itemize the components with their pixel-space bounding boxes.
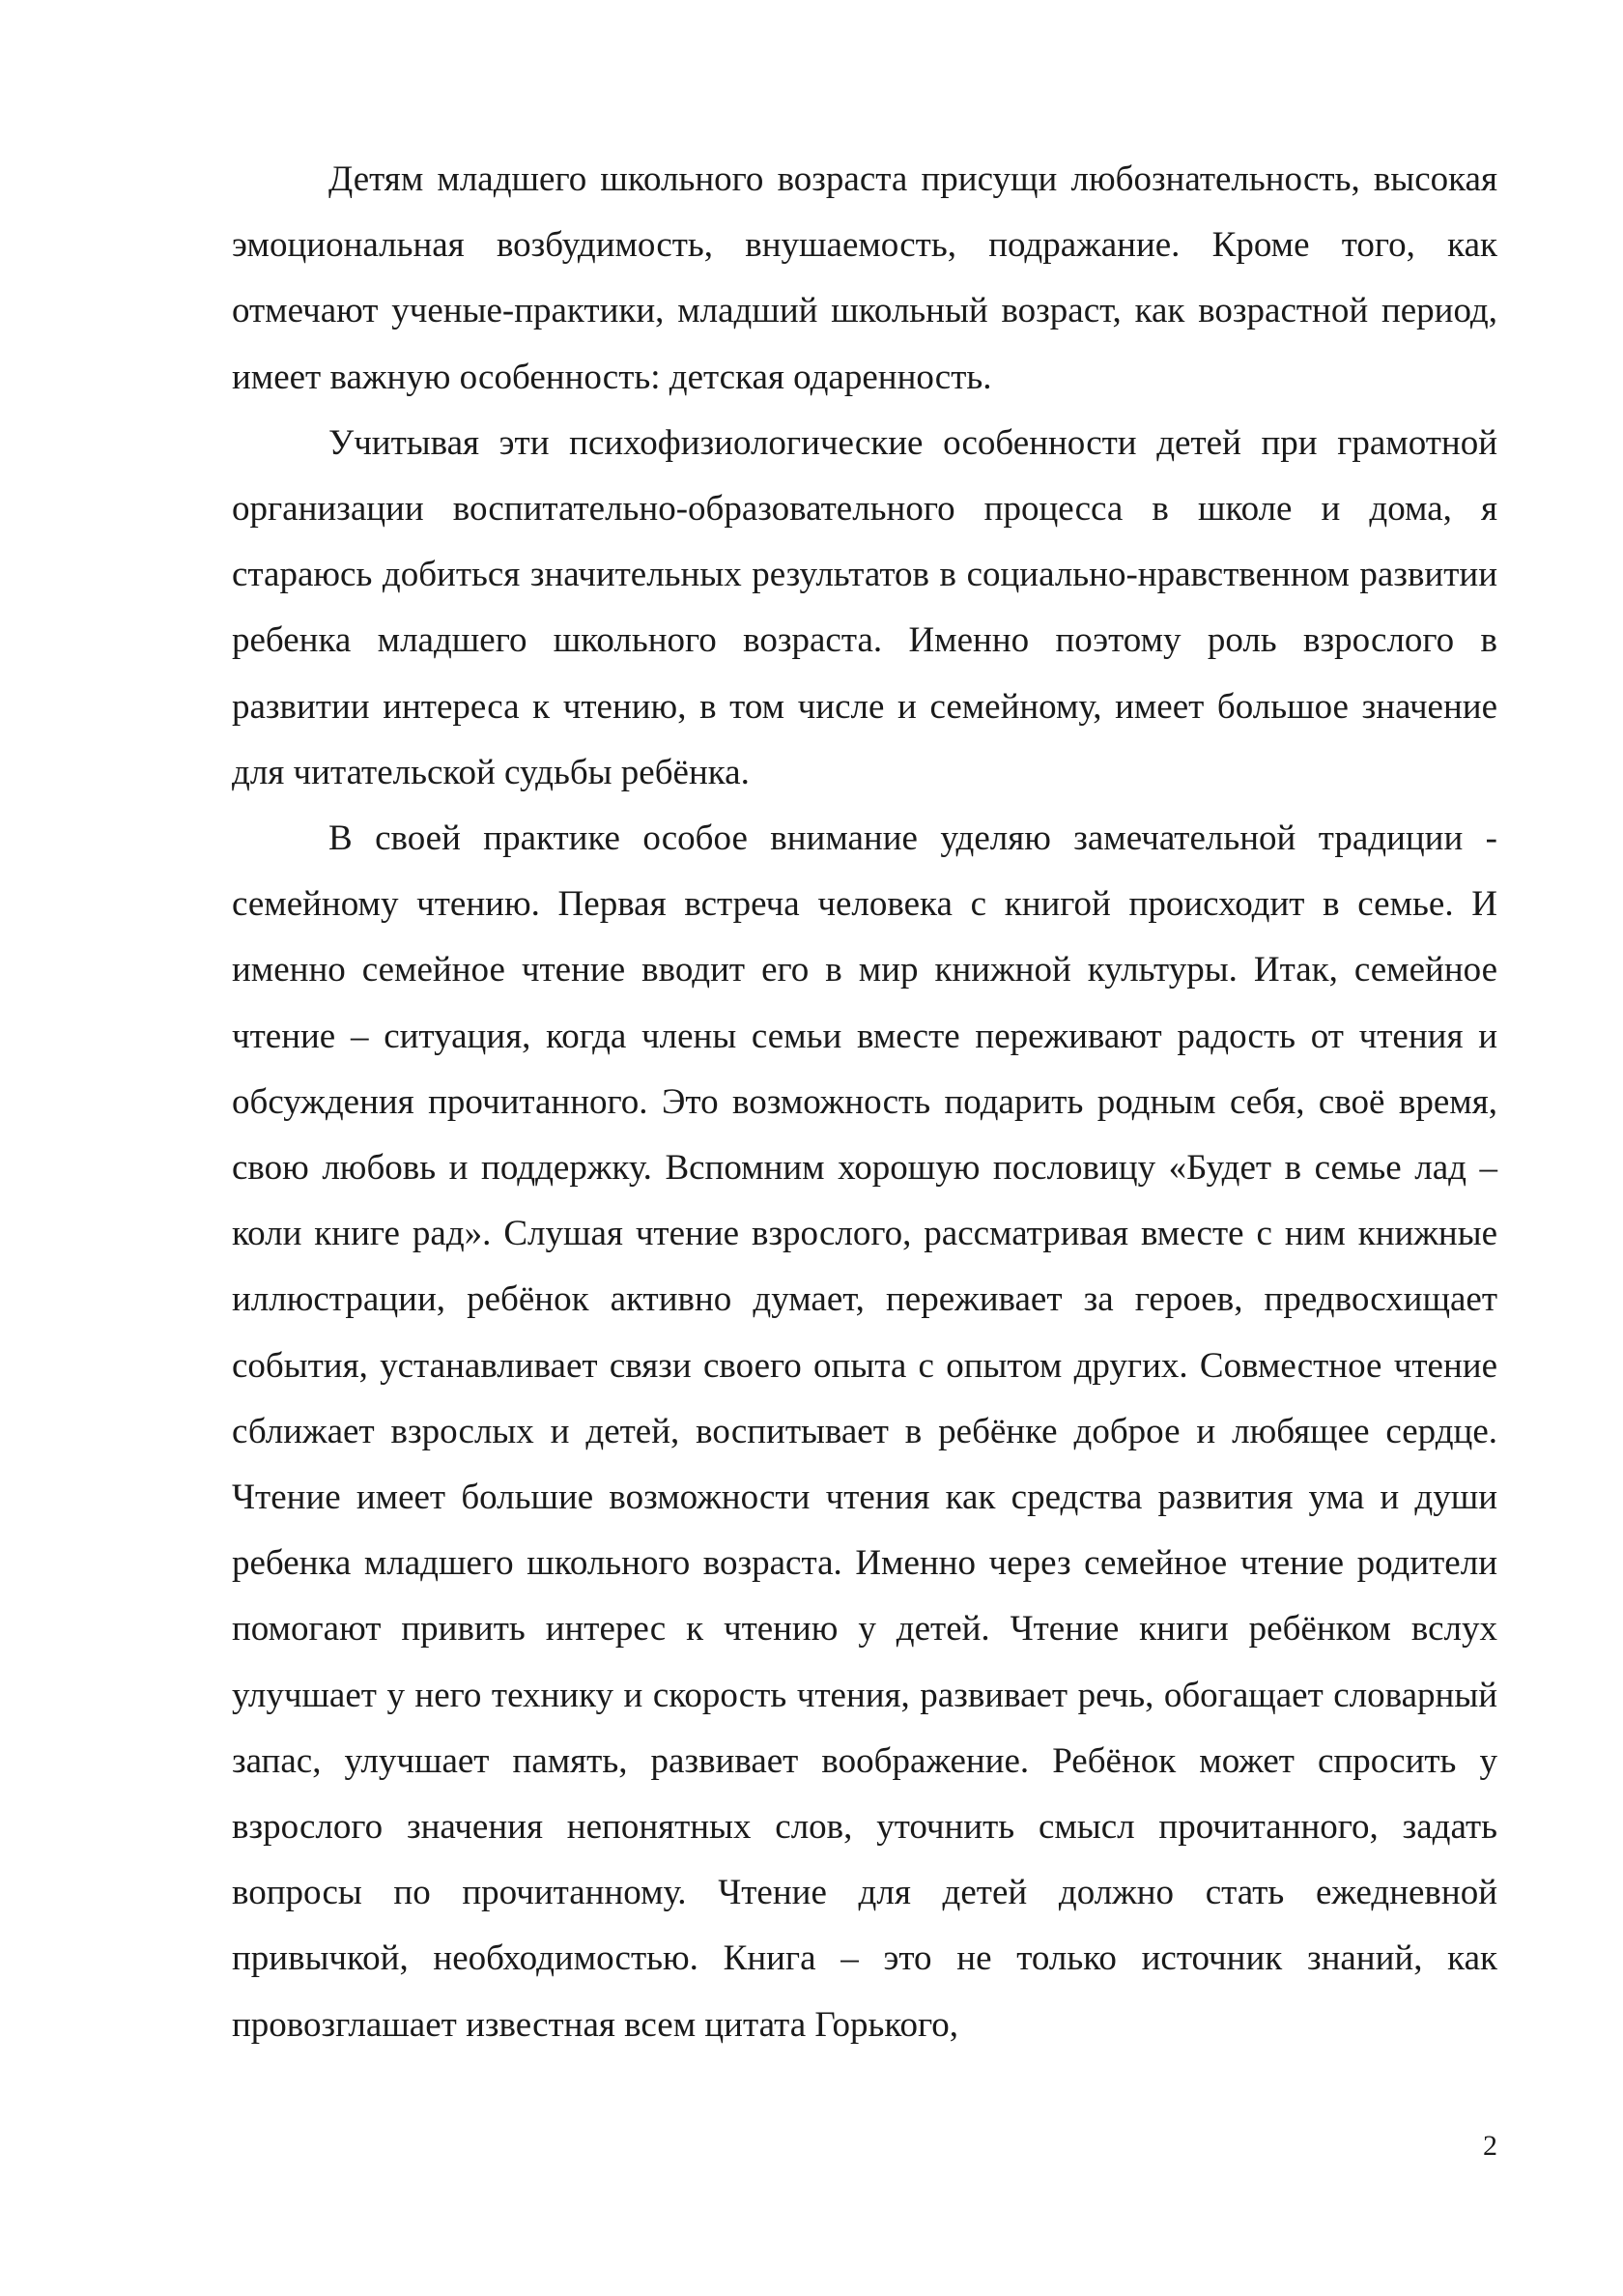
page-number: 2 bbox=[1483, 2130, 1497, 2162]
body-text bbox=[232, 147, 1497, 2058]
paragraph-2: Учитывая эти психофизиологические особенности детей при грамотной организации воспитательно-образовательного процесса в школе и дома, я стараюсь добиться значительных результатов в социально-нравственном развитии ребенка младшего школьного возраста. Именно поэтому роль взрослого в развитии интереса к чтению, в том числе и семейному, имеет большое значение для читательской судьбы ребёнка. bbox=[232, 422, 1497, 792]
paragraph-1: Детям младшего школьного возраста присущи любознательность, высокая эмоциональная возбудимость, внушаемость, подражание. Кроме того, как отмечают ученые-практики, младший школьный возраст, как возрастной период, имеет важную особенность: детская одаренность. bbox=[232, 159, 1497, 397]
paragraph-3: В своей практике особое внимание уделяю замечательной традиции - семейному чтению. Первая встреча человека с книгой происходит в семье. И именно семейное чтение вводит его в мир книжной культуры. Итак, семейное чтение – ситуация, когда члены семьи вместе переживают радость от чтения и обсуждения прочитанного. Это возможность подарить родным себя, своё время, свою любовь и поддержку. Вспомним хорошую пословицу «Будет в семье лад – коли книге рад». Слушая чтение взрослого, рассматривая вместе с ним книжные иллюстрации, ребёнок активно думает, переживает за героев, предвосхищает события, устанавливает связи своего опыта с опытом других. Совместное чтение сближает взрослых и детей, воспитывает в ребёнке доброе и любящее сердце. Чтение имеет большие возможности чтения как средства развития ума и души ребенка младшего школьного возраста. Именно через семейное чтение родители помогают привить интерес к чтению у детей. Чтение книги ребёнком вслух улучшает у него технику и скорость чтения, развивает речь, обогащает словарный запас, улучшает память, развивает воображение. Ребёнок может спросить у взрослого значения непонятных слов, уточнить смысл прочитанного, задать вопросы по прочитанному. Чтение для детей должно стать ежедневной привычкой, необходимостью. Книга – это не только источник знаний, как провозглашает известная всем цитата Горького, bbox=[232, 818, 1497, 2045]
